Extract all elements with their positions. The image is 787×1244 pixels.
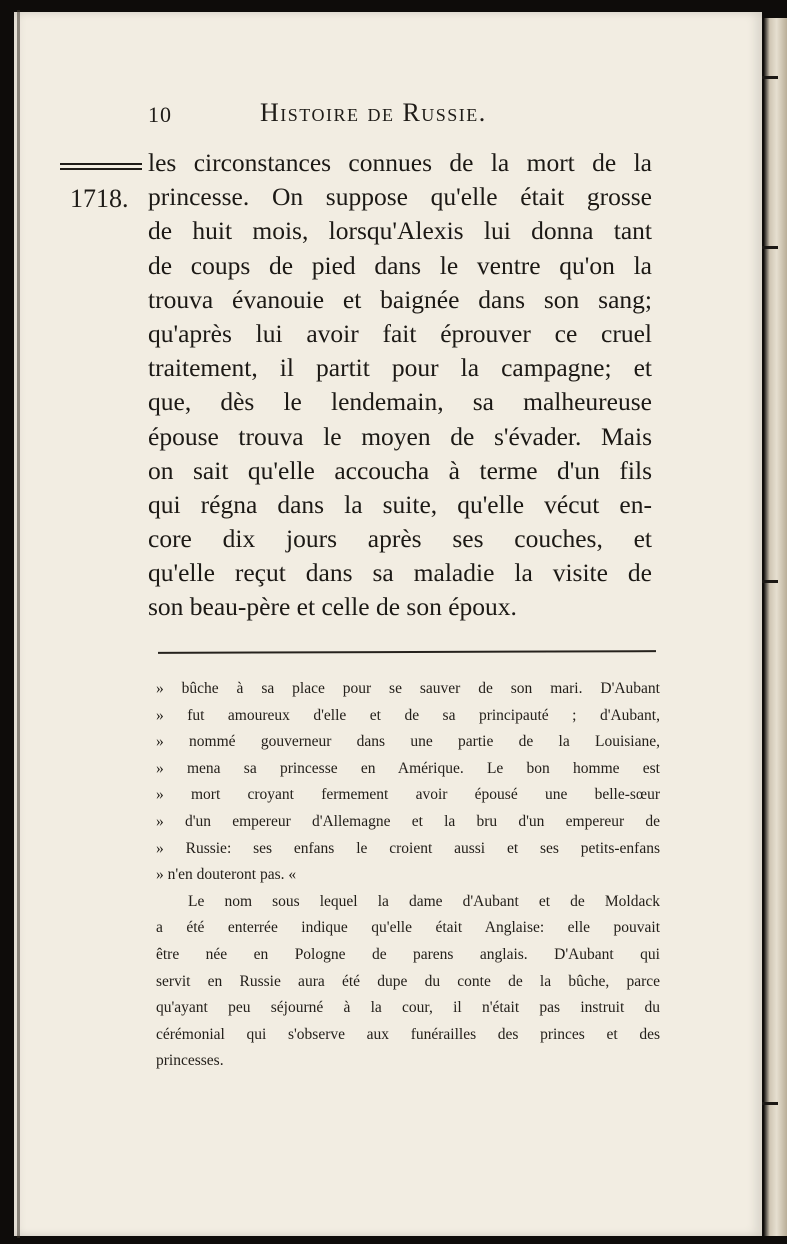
facing-page-edge bbox=[764, 18, 787, 1236]
running-head bbox=[148, 96, 548, 132]
main-text bbox=[148, 146, 652, 625]
text-line: de coups de pied dans le ventre qu'on la bbox=[148, 250, 652, 280]
page-number: 10 bbox=[148, 102, 172, 127]
footnote-quote-line: » mort croyant fermement avoir épousé une belle-sœur bbox=[156, 786, 660, 804]
margin-year: 1718. bbox=[70, 184, 129, 213]
text-line: trouva évanouie et baignée dans son sang; bbox=[148, 284, 652, 314]
footnote-paragraph-line: cérémonial qui s'observe aux funérailles des princes et des bbox=[156, 1025, 660, 1043]
text-line: princesse. On suppose qu'elle était grosse bbox=[148, 182, 652, 212]
footnote-quote-line: » d'un empereur d'Allemagne et la bru d'un empereur de bbox=[156, 812, 660, 830]
footnote-paragraph-line: a été enterrée indique qu'elle était Anglaise: elle pouvait bbox=[156, 919, 660, 937]
footnote-quote-line: » n'en douteront pas. « bbox=[156, 866, 297, 884]
text-line: on sait qu'elle accoucha à terme d'un fils bbox=[148, 455, 652, 485]
text-line: les circonstances connues de la mort de la bbox=[148, 148, 652, 177]
margin-rule bbox=[60, 163, 142, 165]
footnote-paragraph-line: servit en Russie aura été dupe du conte de la bûche, parce bbox=[156, 972, 660, 990]
footnote-quote-line: » fut amoureux d'elle et de sa principauté ; d'Aubant, bbox=[156, 706, 660, 724]
footnote-paragraph-line: princesses. bbox=[156, 1052, 224, 1070]
text-line: qu'elle reçut dans sa maladie la visite de bbox=[148, 558, 652, 588]
text-line: core dix jours après ses couches, et bbox=[148, 524, 652, 554]
text-line: que, dès le lendemain, sa malheureuse bbox=[148, 387, 652, 417]
margin-rule bbox=[60, 168, 142, 170]
footnote-paragraph-line: qu'ayant peu séjourné à la cour, il n'était pas instruit du bbox=[156, 999, 660, 1017]
text-line: épouse trouva le moyen de s'évader. Mais bbox=[148, 421, 652, 451]
text-line: qui régna dans la suite, qu'elle vécut en- bbox=[148, 489, 652, 519]
footnote-paragraph-line: être née en Pologne de parens anglais. D'Aubant qui bbox=[156, 945, 660, 963]
footnote-quote-line: » mena sa princesse en Amérique. Le bon homme est bbox=[156, 759, 660, 777]
footnote-quote-line: » nommé gouverneur dans une partie de la Louisiane, bbox=[156, 733, 660, 751]
text-line: son beau-père et celle de son époux. bbox=[148, 592, 517, 622]
page-left-edge bbox=[17, 10, 20, 1238]
running-title: Histoire de Russie. bbox=[260, 98, 487, 127]
footnote-quote-line: » bûche à sa place pour se sauver de son mari. D'Aubant bbox=[156, 680, 660, 697]
footnote-quote-line: » Russie: ses enfans le croient aussi et ses petits-enfans bbox=[156, 839, 660, 857]
text-line: traitement, il partit pour la campagne; et bbox=[148, 353, 652, 383]
text-line: qu'après lui avoir fait éprouver ce cruel bbox=[148, 318, 652, 348]
footnotes bbox=[156, 676, 660, 1075]
footnote-paragraph-line: Le nom sous lequel la dame d'Aubant et de Moldack bbox=[188, 892, 660, 910]
text-line: de huit mois, lorsqu'Alexis lui donna tant bbox=[148, 216, 652, 246]
